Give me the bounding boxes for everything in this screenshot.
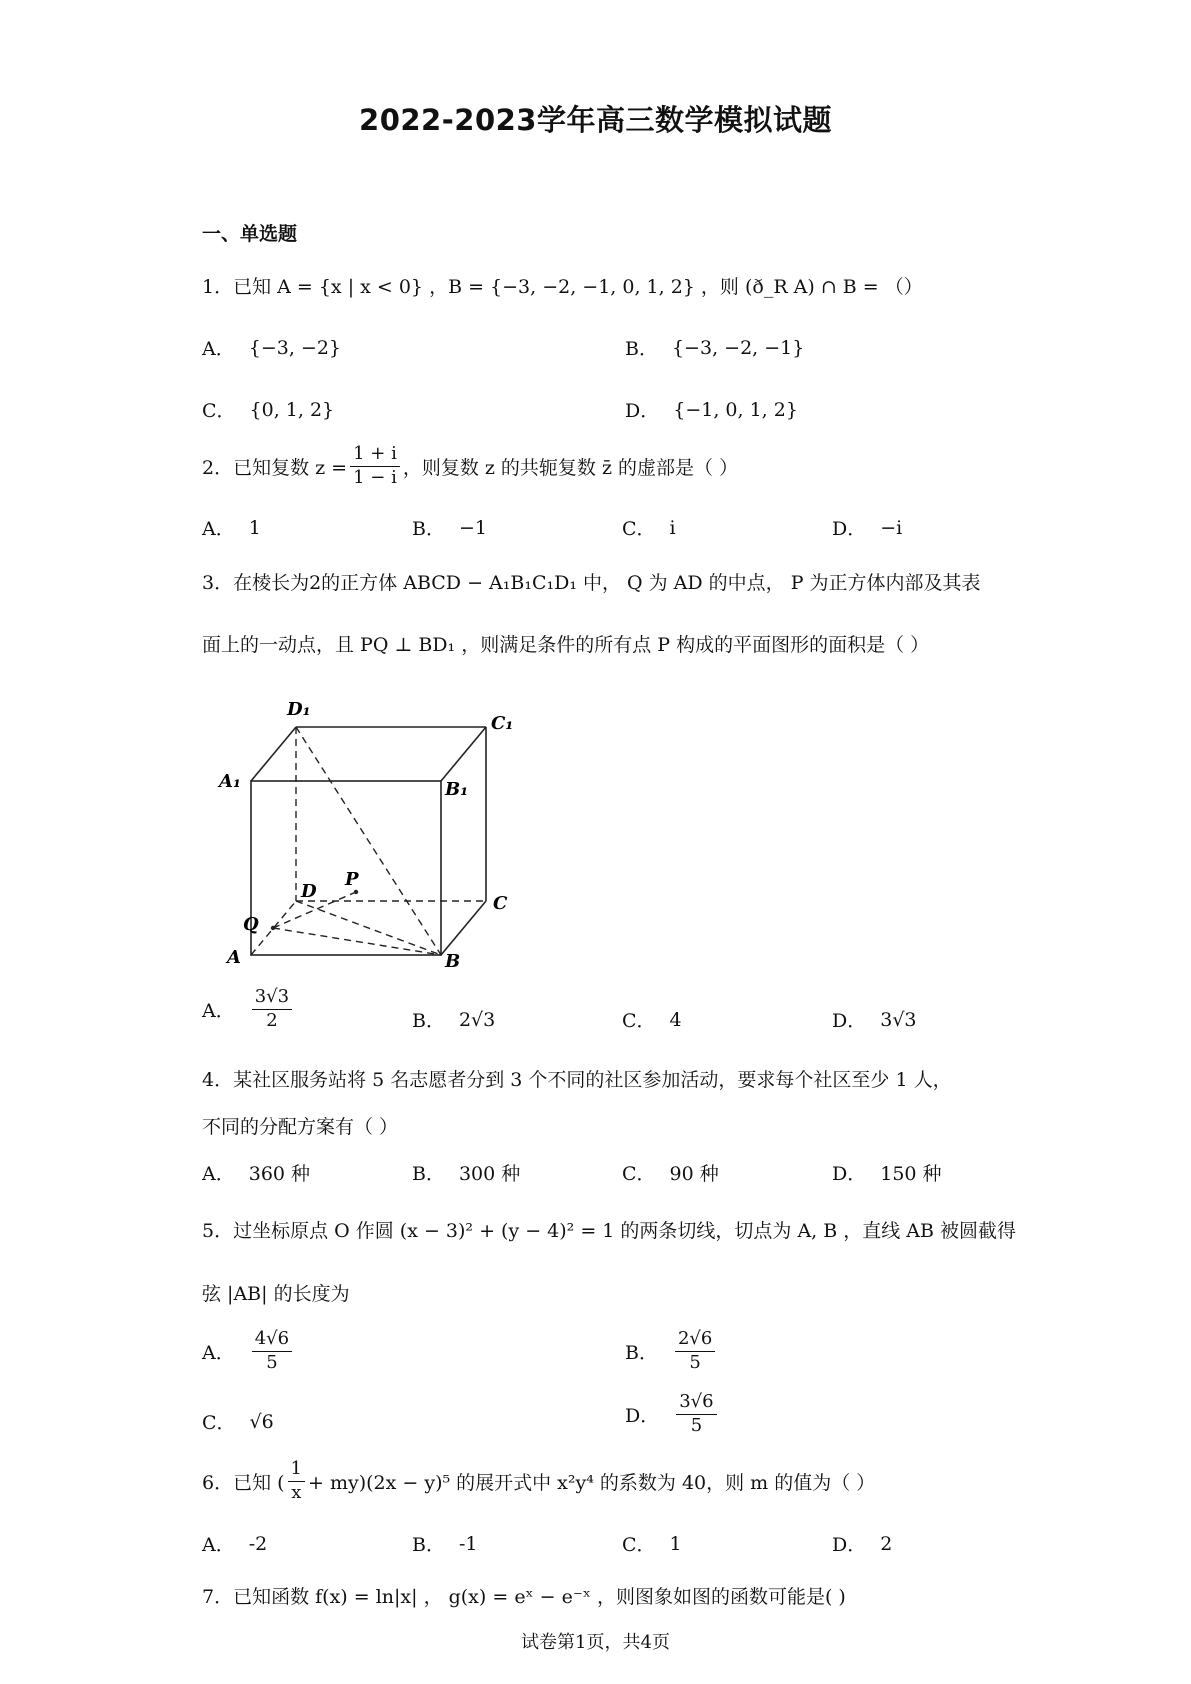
q1-option-b: B． {−3, −2, −1} <box>625 336 805 360</box>
q5-stem-line2: 弦 |AB| 的长度为 <box>202 1283 350 1305</box>
q4-option-c: C． 90 种 <box>622 1163 719 1185</box>
label-p: P <box>345 869 359 890</box>
q4-option-d: D． 150 种 <box>832 1163 942 1185</box>
q2-fraction: $\frac{1 + i}{1 - i}$ <box>350 445 400 488</box>
q5-option-b: B． $\frac{2√6}{5}$ <box>625 1330 718 1373</box>
q6-fraction: $\frac{1}{x}$ <box>288 1460 305 1503</box>
q4-stem-line1: 4．某社区服务站将 5 名志愿者分到 3 个不同的社区参加活动，要求每个社区至少 1 人， <box>202 1069 952 1091</box>
q6-option-d: D． 2 <box>832 1532 893 1556</box>
q3-stem-line2: 面上的一动点，且 PQ ⊥ BD₁ ，则满足条件的所有点 P 构成的平面图形的面积是（ ） <box>202 634 930 656</box>
q3-option-d: D． 3√3 <box>832 1008 917 1032</box>
q3-option-c: C． 4 <box>622 1008 682 1032</box>
q5-option-a: A． $\frac{4√6}{5}$ <box>202 1330 295 1373</box>
q1-option-d: D． {−1, 0, 1, 2} <box>625 398 798 422</box>
q4-option-a: A． 360 种 <box>202 1163 311 1185</box>
q1-stem: 1．已知 A = {x | x < 0} ，B = {−3, −2, −1, 0, 1, 2} ，则 (ð_R A) ∩ B = （） <box>202 276 923 298</box>
q6-option-a: A． -2 <box>202 1532 268 1556</box>
q2-option-c: C． i <box>622 516 676 540</box>
label-c1: C₁ <box>491 713 514 734</box>
q5-option-d: D． $\frac{3√6}{5}$ <box>625 1393 720 1436</box>
label-a: A <box>227 947 241 968</box>
label-d: D <box>301 881 317 902</box>
label-q: Q <box>243 914 259 935</box>
q2-option-a: A． 1 <box>202 516 261 540</box>
q3-stem-line1: 3．在棱长为2的正方体 ABCD − A₁B₁C₁D₁ 中， Q 为 AD 的中点， P 为正方体内部及其表 <box>202 572 981 594</box>
q5-option-c: C． √6 <box>202 1410 274 1434</box>
q6-option-c: C． 1 <box>622 1532 682 1556</box>
q5-stem-line1: 5．过坐标原点 O 作圆 (x − 3)² + (y − 4)² = 1 的两条切线，切点为 A, B ，直线 AB 被圆截得 <box>202 1220 1017 1242</box>
label-a1: A₁ <box>219 771 241 792</box>
cube-figure <box>215 695 525 970</box>
q2-option-d: D． −i <box>832 516 903 540</box>
q6-option-b: B． -1 <box>412 1532 478 1556</box>
q2-stem: 2．已知复数 z = $\frac{1 + i}{1 - i}$ ，则复数 z 的共轭复数 z̄ 的虚部是（ ） <box>202 443 739 488</box>
label-b: B <box>445 951 461 970</box>
page-footer: 试卷第1页，共4页 <box>521 1632 670 1653</box>
label-d1: D₁ <box>287 699 311 720</box>
q4-stem-line2: 不同的分配方案有（ ） <box>202 1116 399 1138</box>
q1-option-c: C． {0, 1, 2} <box>202 398 335 422</box>
q7-stem: 7．已知函数 f(x) = ln|x| ， g(x) = eˣ − e⁻ˣ ，则图象如图的函数可能是( ) <box>202 1586 846 1608</box>
label-b1: B₁ <box>445 779 469 800</box>
q4-option-b: B． 300 种 <box>412 1163 521 1185</box>
section-heading: 一、单选题 <box>202 223 298 245</box>
q1-option-a: A． {−3, −2} <box>202 336 342 360</box>
q3-option-b: B． 2√3 <box>412 1008 496 1032</box>
q3-option-a: A． $\frac{3√3}{2}$ <box>202 988 295 1031</box>
page-title: 2022-2023学年高三数学模拟试题 <box>359 103 832 137</box>
q2-option-b: B． −1 <box>412 516 487 540</box>
q6-stem: 6．已知 ( $\frac{1}{x}$ + my)(2x − y)⁵ 的展开式中 x²y⁴ 的系数为 40，则 m 的值为（ ） <box>202 1458 876 1503</box>
label-c: C <box>493 893 508 914</box>
